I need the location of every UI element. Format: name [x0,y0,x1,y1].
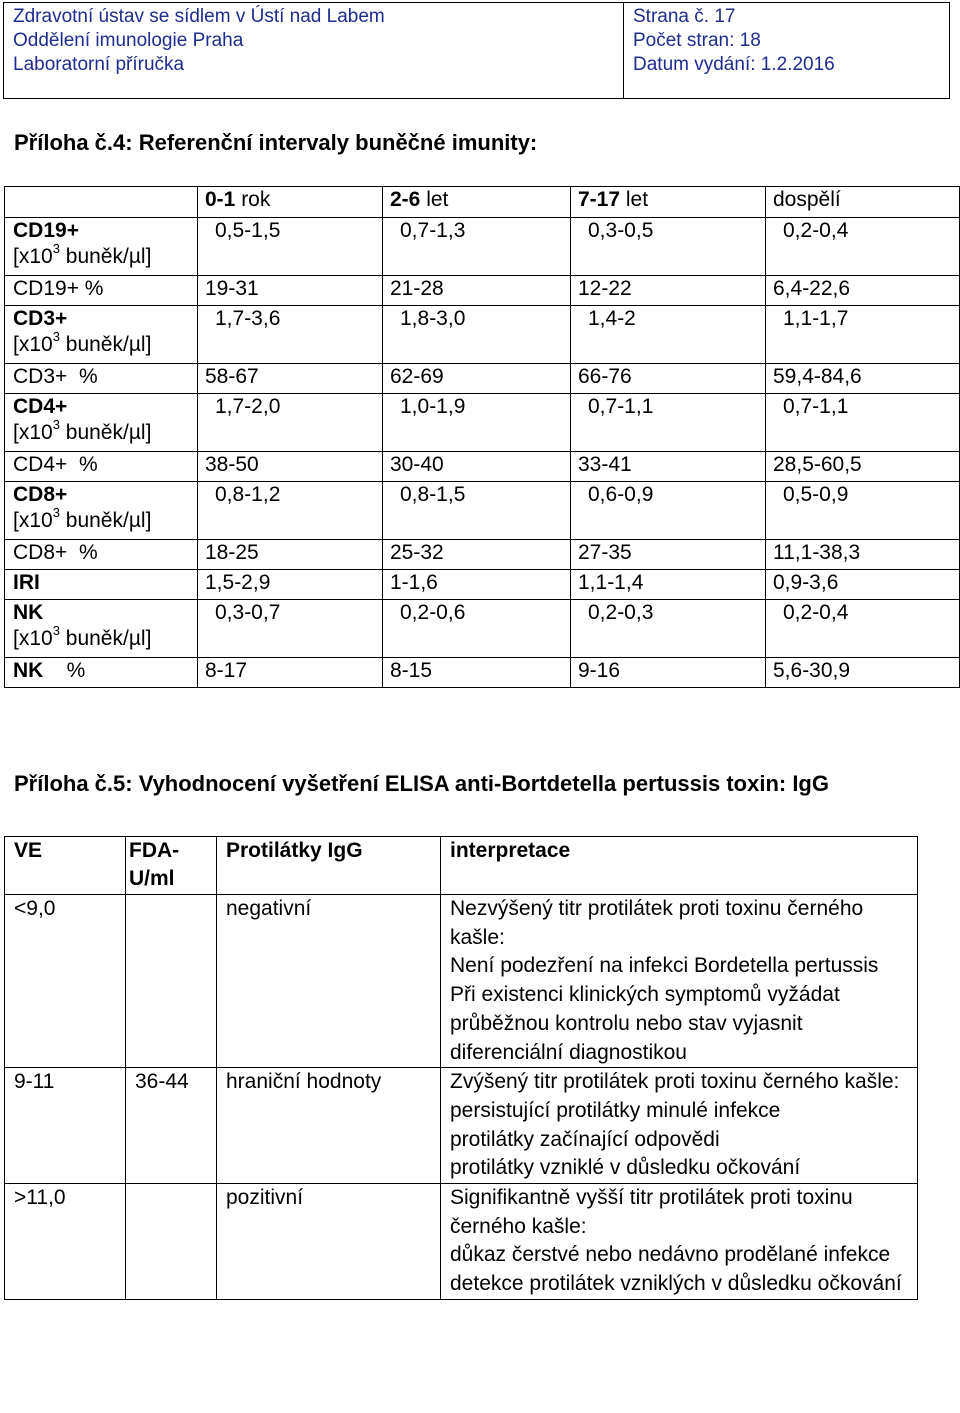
row-label-cell [5,600,198,658]
row-label-cell [5,452,198,482]
row-label: CD3+ [13,307,68,330]
header-left [4,3,624,99]
value-cell: 62-69 [383,364,571,394]
value-cell: 1,4-2 [571,306,766,364]
table-row [5,540,960,570]
value-cell: 0,7-1,3 [383,218,571,276]
elisa-fda-cell: 36-44 [126,1068,217,1184]
row-label: NK [13,601,44,624]
value-cell: 1,7-2,0 [198,394,383,452]
row-label [13,659,85,682]
row-label-percent: % [67,365,98,388]
row-label: CD8+ [13,483,68,506]
interpretation-line: Při existenci klinických symptomů vyžádat průběžnou kontrolu nebo stav vyjasnit diferenciální diagnostikou [450,983,840,1064]
elisa-row [5,1068,918,1184]
value-cell: 19-31 [198,276,383,306]
row-label [13,277,103,300]
header-fda: FDA-U/ml [126,837,217,895]
elisa-igg-cell: pozitivní [217,1184,441,1300]
row-label-cell [5,218,198,276]
elisa-ve-cell: >11,0 [5,1184,126,1300]
header-manual: Laboratorní příručka [13,54,185,75]
row-unit: [$x10^3$ buněk/µl] [13,505,152,532]
header-org: Zdravotní ústav se sídlem v Ústí nad Labem [13,6,385,27]
interpretation-line: Nezvýšený titr protilátek proti toxinu černého kašle: [450,897,864,949]
row-label-marker: CD4+ [13,453,68,476]
row-label: CD4+ [13,395,68,418]
value-cell: 18-25 [198,540,383,570]
col-age-7-17: 7-17 let [571,187,766,218]
value-cell: 0,8-1,2 [198,482,383,540]
header-ve: VE [5,837,126,895]
table-header-row [5,187,960,218]
table-row [5,218,960,276]
elisa-fda-cell [126,895,217,1068]
row-label-cell [5,540,198,570]
annex4-title: Příloha č.4: Referenční intervaly buněčné imunity: [14,130,538,155]
row-label: CD19+ [13,219,79,242]
value-cell: 0,2-0,4 [766,600,960,658]
value-cell: 27-35 [571,540,766,570]
header-interpretation: interpretace [441,837,918,895]
elisa-row [5,895,918,1068]
value-cell: 8-17 [198,658,383,688]
value-cell: 1,0-1,9 [383,394,571,452]
row-label-percent: % [67,453,98,476]
row-label-percent: % [67,541,98,564]
elisa-fda-cell [126,1184,217,1300]
value-cell: 0,2-0,6 [383,600,571,658]
elisa-igg-cell: negativní [217,895,441,1068]
value-cell: 0,2-0,4 [766,218,960,276]
row-label-cell [5,482,198,540]
elisa-ve-cell: 9-11 [5,1068,126,1184]
table-row [5,394,960,452]
value-cell: 0,3-0,5 [571,218,766,276]
elisa-header-row [5,837,918,895]
interpretation-line: Signifikantně vyšší titr protilátek proti toxinu černého kašle: [450,1186,853,1238]
table-row [5,306,960,364]
value-cell: 1,5-2,9 [198,570,383,600]
elisa-row [5,1184,918,1300]
value-cell: 6,4-22,6 [766,276,960,306]
value-cell: 0,6-0,9 [571,482,766,540]
row-label-percent: % [43,659,86,682]
row-label-marker: CD3+ [13,365,68,388]
value-cell: 25-32 [383,540,571,570]
table-row [5,276,960,306]
elisa-interpretation-cell [441,1068,918,1184]
row-unit: [$x10^3$ buněk/µl] [13,241,152,268]
table-row [5,600,960,658]
value-cell: 30-40 [383,452,571,482]
row-label-cell [5,658,198,688]
row-unit: [$x10^3$ buněk/µl] [13,329,152,356]
elisa-interpretation-cell [441,1184,918,1300]
row-label-cell [5,570,198,600]
value-cell: 0,7-1,1 [571,394,766,452]
value-cell: 0,3-0,7 [198,600,383,658]
document-header [3,2,950,99]
interpretation-line: Není podezření na infekci Bordetella pertussis [450,954,879,978]
interpretation-line: protilátky začínající odpovědi [450,1127,720,1151]
row-unit: [$x10^3$ buněk/µl] [13,623,152,650]
value-cell: 0,5-1,5 [198,218,383,276]
interpretation-line: Zvýšený titr protilátek proti toxinu černého kašle: [450,1070,900,1094]
table-row [5,482,960,540]
value-cell: 1,1-1,7 [766,306,960,364]
row-label [13,365,98,388]
annex5-title: Příloha č.5: Vyhodnocení vyšetření ELISA anti-Bortdetella pertussis toxin: IgG [14,771,829,796]
row-label [13,541,98,564]
value-cell: 21-28 [383,276,571,306]
value-cell: 58-67 [198,364,383,394]
header-igg: Protilátky IgG [217,837,441,895]
value-cell: 0,7-1,1 [766,394,960,452]
row-label: IRI [13,571,40,594]
header-page: Strana č. 17 [633,6,736,27]
col-age-0-1: 0-1 rok [198,187,383,218]
table-row [5,364,960,394]
row-label-marker: CD19+ [13,277,79,300]
table-row [5,570,960,600]
interpretation-line: detekce protilátek vzniklých v důsledku očkování [450,1272,902,1296]
elisa-evaluation-table [4,836,918,1300]
value-cell: 0,8-1,5 [383,482,571,540]
header-pages-total: Počet stran: 18 [633,30,761,51]
row-label [13,453,98,476]
interpretation-line: důkaz čerstvé nebo nedávno prodělané infekce [450,1243,891,1267]
value-cell: 1,1-1,4 [571,570,766,600]
value-cell: 0,5-0,9 [766,482,960,540]
value-cell: 33-41 [571,452,766,482]
value-cell: 66-76 [571,364,766,394]
value-cell: 38-50 [198,452,383,482]
interpretation-line: persistující protilátky minulé infekce [450,1098,781,1122]
value-cell: 11,1-38,3 [766,540,960,570]
row-label-cell [5,276,198,306]
row-label-cell [5,364,198,394]
value-cell: 1,8-3,0 [383,306,571,364]
row-label-marker: NK [13,659,44,682]
header-issue-date: Datum vydání: 1.2.2016 [633,54,835,75]
interpretation-line: protilátky vzniklé v důsledku očkování [450,1156,801,1180]
value-cell: 0,9-3,6 [766,570,960,600]
header-right [624,3,950,99]
row-label-cell [5,306,198,364]
table-row [5,452,960,482]
value-cell: 28,5-60,5 [766,452,960,482]
table-row [5,658,960,688]
value-cell: 0,2-0,3 [571,600,766,658]
col-age-2-6: 2-6 let [383,187,571,218]
row-unit: [$x10^3$ buněk/µl] [13,417,152,444]
elisa-igg-cell: hraniční hodnoty [217,1068,441,1184]
value-cell: 9-16 [571,658,766,688]
row-label-cell [5,394,198,452]
value-cell: 59,4-84,6 [766,364,960,394]
reference-intervals-table [4,186,960,688]
header-department: Oddělení imunologie Praha [13,30,244,51]
elisa-ve-cell: <9,0 [5,895,126,1068]
value-cell: 12-22 [571,276,766,306]
col-adults: dospělí [766,187,960,218]
value-cell: 1,7-3,6 [198,306,383,364]
row-label-percent: % [78,277,104,300]
row-label-marker: CD8+ [13,541,68,564]
elisa-interpretation-cell [441,895,918,1068]
value-cell: 8-15 [383,658,571,688]
value-cell: 1-1,6 [383,570,571,600]
value-cell: 5,6-30,9 [766,658,960,688]
header-empty-cell [5,187,198,218]
